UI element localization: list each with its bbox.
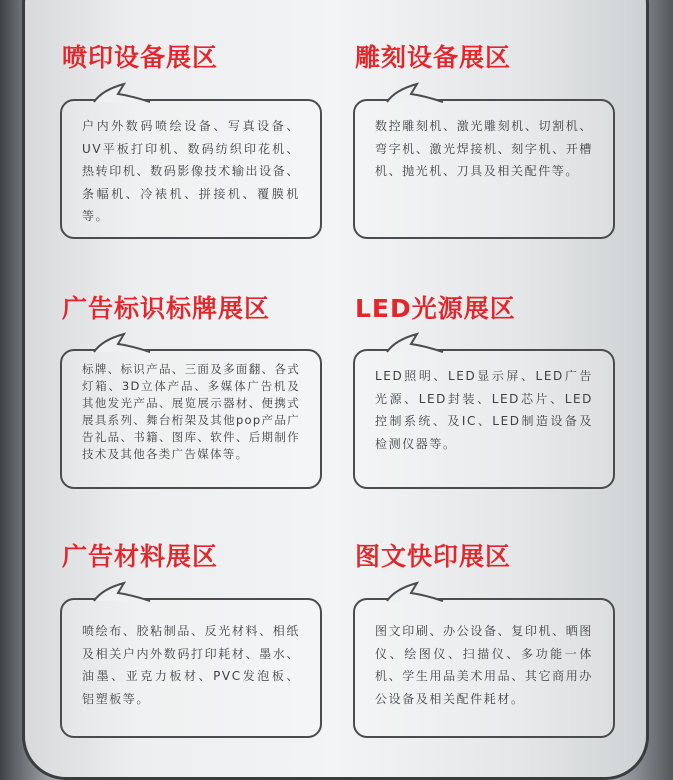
description-bubble-engraving xyxy=(353,99,615,239)
section-title-printing: 喷印设备展区 xyxy=(62,43,219,72)
speech-tail-icon xyxy=(385,332,445,352)
section-title-quickprint: 图文快印展区 xyxy=(355,542,512,571)
description-bubble-printing xyxy=(60,99,322,239)
section-text-engraving: 数控雕刻机、激光雕刻机、切割机、弯字机、激光焊接机、刻字机、开槽机、抛光机、刀具及相关配件等。 xyxy=(375,119,593,178)
description-bubble-signage xyxy=(60,349,322,489)
description-bubble-materials xyxy=(60,598,322,738)
section-title-signage: 广告标识标牌展区 xyxy=(62,294,271,323)
speech-tail-icon xyxy=(385,82,445,102)
section-text-led: LED照明、LED显示屏、LED广告光源、LED封装、LED芯片、LED控制系统、及IC、LED制造设备及检测仪器等。 xyxy=(375,369,593,451)
section-title-materials: 广告材料展区 xyxy=(62,542,219,571)
description-bubble-led xyxy=(353,349,615,489)
speech-tail-icon xyxy=(92,82,152,102)
section-text-materials: 喷绘布、胶粘制品、反光材料、相纸及相关户内外数码打印耗材、墨水、油墨、亚克力板材、PVC发泡板、铝塑板等。 xyxy=(82,624,300,706)
description-bubble-quickprint xyxy=(353,598,615,738)
section-title-engraving: 雕刻设备展区 xyxy=(355,43,512,72)
section-text-signage: 标牌、标识产品、三面及多面翻、各式灯箱、3D立体产品、多媒体广告机及其他发光产品、展览展示器材、便携式展具系列、舞台桁架及其他pop产品广告礼品、书籍、图库、软件、后期制作技术及其他各类广告媒体等。 xyxy=(82,362,300,461)
section-text-printing: 户内外数码喷绘设备、写真设备、UV平板打印机、数码纺织印花机、热转印机、数码影像技术输出设备、条幅机、冷裱机、拼接机、覆膜机等。 xyxy=(82,119,300,223)
section-text-quickprint: 图文印刷、办公设备、复印机、晒图仪、绘图仪、扫描仪、多功能一体机、学生用品美术用品、其它商用办公设备及相关配件耗材。 xyxy=(375,624,593,706)
speech-tail-icon xyxy=(92,581,152,601)
speech-tail-icon xyxy=(92,332,152,352)
speech-tail-icon xyxy=(385,581,445,601)
section-title-led: LED光源展区 xyxy=(355,294,516,323)
